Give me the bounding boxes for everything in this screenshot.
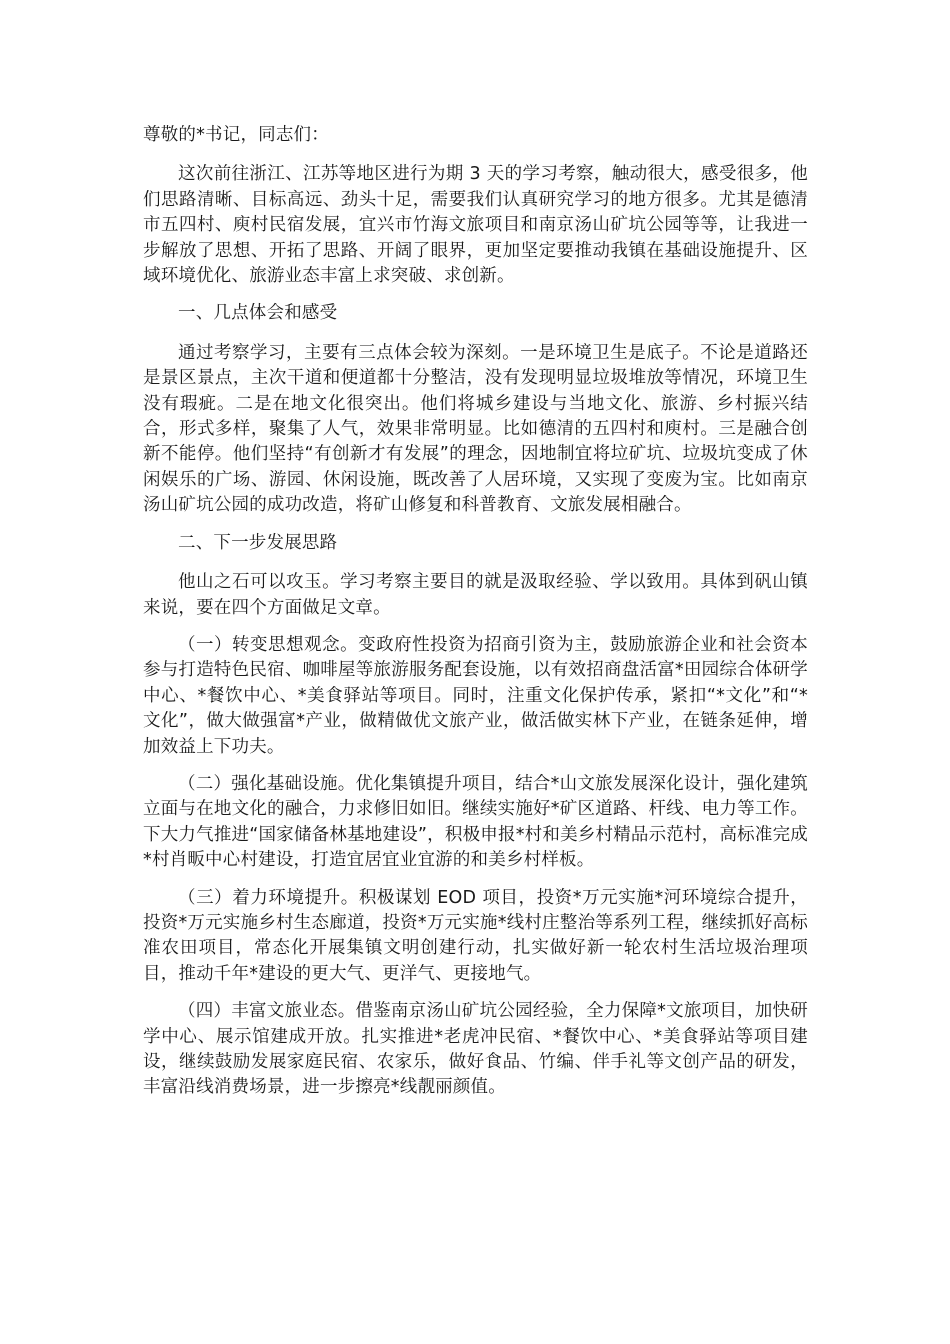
section-heading-2: 二、下一步发展思路 [178,532,338,553]
greeting: 尊敬的*书记，同志们： [143,125,329,145]
item-2-paragraph: （二）强化基础设施。优化集镇提升项目，结合*山文旅发展深化设计，强化建筑立面与在地文化的融合，力求修旧如旧。继续实施好*矿区道路、杆线、电力等工作。下大力气推进“国家储备林基地建设”，积极申报*村和美乡村精品示范村，高标准完成*村肖畈中心村建设，打造宜居宜业宜游的和美乡村样板。 [143,773,808,871]
experience-paragraph: 通过考察学习，主要有三点体会较为深刻。一是环境卫生是底子。不论是道路还是景区景点，主次干道和便道都十分整洁，没有发现明显垃圾堆放等情况，环境卫生没有瑕疵。二是在地文化很突出。他们将城乡建设与当地文化、旅游、乡村振兴结合，形式多样，聚集了人气，效果非常明显。比如德清的五四村和庾村。三是融合创新不能停。他们坚持“有创新才有发展”的理念，因地制宜将垃矿坑、垃圾坑变成了休闲娱乐的广场、游园、休闲设施，既改善了人居环境，又实现了变废为宝。比如南京汤山矿坑公园的成功改造，将矿山修复和科普教育、文旅发展相融合。 [143,342,808,516]
intro-paragraph: 这次前往浙江、江苏等地区进行为期 3 天的学习考察，触动很大，感受很多，他们思路清晰、目标高远、劲头十足，需要我们认真研究学习的地方很多。尤其是德清市五四村、庾村民宿发展，宜兴市竹海文旅项目和南京汤山矿坑公园等等，让我进一步解放了思想、开拓了思路、开阔了眼界，更加坚定要推动我镇在基础设施提升、区域环境优化、旅游业态丰富上求突破、求创新。 [143,164,808,287]
item-1-paragraph: （一）转变思想观念。变政府性投资为招商引资为主，鼓励旅游企业和社会资本参与打造特色民宿、咖啡屋等旅游服务配套设施，以有效招商盘活富*田园综合体研学中心、*餐饮中心、*美食驿站等项目。同时，注重文化保护传承，紧扣“*文化”和“*文化”，做大做强富*产业，做精做优文旅产业，做活做实林下产业，在链条延伸，增加效益上下功夫。 [143,634,808,757]
next-steps-intro-paragraph: 他山之石可以攻玉。学习考察主要目的就是汲取经验、学以致用。具体到矾山镇来说，要在四个方面做足文章。 [143,572,808,618]
item-3-paragraph: （三）着力环境提升。积极谋划 EOD 项目，投资*万元实施*河环境综合提升，投资*万元实施乡村生态廊道，投资*万元实施*线村庄整治等系列工程，继续抓好高标准农田项目，常态化开展集镇文明创建行动，扎实做好新一轮农村生活垃圾治理项目，推动千年*建设的更大气、更洋气、更接地气。 [143,887,808,984]
section-heading-1: 一、几点体会和感受 [178,303,338,324]
item-4-paragraph: （四）丰富文旅业态。借鉴南京汤山矿坑公园经验，全力保障*文旅项目，加快研学中心、展示馆建成开放。扎实推进*老虎冲民宿、*餐饮中心、*美食驿站等项目建设，继续鼓励发展家庭民宿、农家乐，做好食品、竹编、伴手礼等文创产品的研发，丰富沿线消费场景，进一步擦亮*线靓丽颜值。 [143,1001,808,1098]
document-body [143,123,808,1113]
